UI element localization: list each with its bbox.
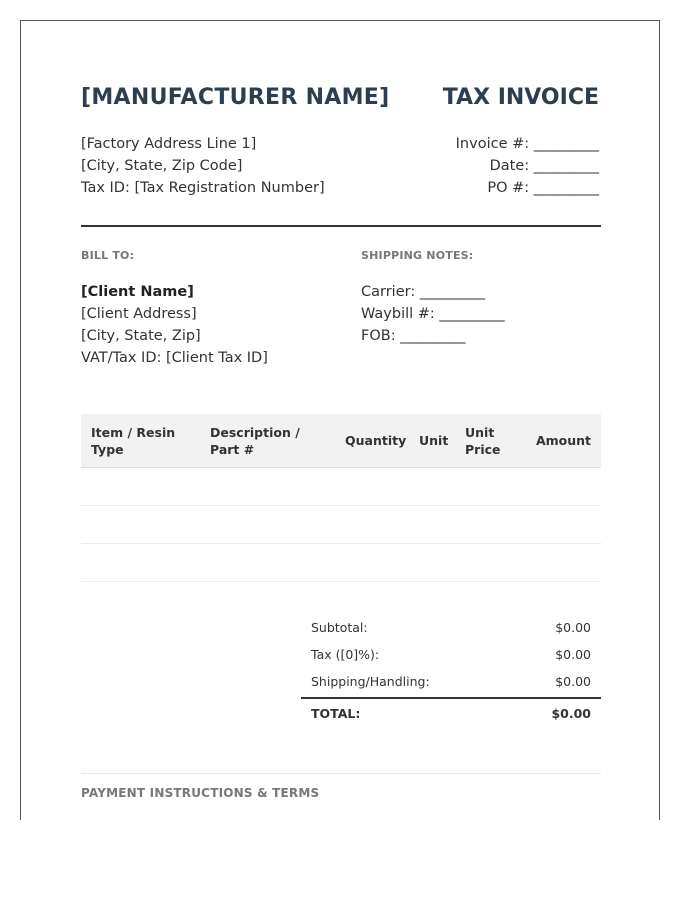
header-divider (81, 225, 601, 227)
column-header-description: Description / Part # (210, 424, 300, 457)
address-line-1: [Factory Address Line 1] (81, 136, 257, 152)
meta-value: _________ (533, 136, 599, 152)
payment-divider (81, 773, 601, 774)
client-city: [City, State, Zip] (81, 328, 201, 344)
shipping-value: $0.00 (555, 674, 591, 689)
meta-label: Date: (489, 158, 530, 174)
client-name: [Client Name] (81, 284, 194, 300)
bill-to-heading: BILL TO: (81, 249, 135, 262)
meta-po-number (456, 177, 599, 199)
tax-label: Tax ([0]%): (311, 647, 380, 662)
invoice-meta (456, 133, 599, 199)
waybill-field: Waybill #: _________ (361, 306, 505, 322)
subtotal-label: Subtotal: (311, 620, 368, 635)
table-row (81, 544, 601, 582)
document-title: TAX INVOICE (442, 85, 599, 110)
meta-label: Invoice #: (455, 136, 530, 152)
column-header-quantity: Quantity (345, 433, 407, 448)
meta-invoice-number (456, 133, 599, 155)
subtotal-row (301, 614, 601, 641)
totals-block (301, 614, 601, 727)
bill-to-block (81, 281, 268, 369)
address-line-3: Tax ID: [Tax Registration Number] (81, 180, 325, 196)
column-header-item: Item / Resin Type (91, 424, 176, 457)
client-address: [Client Address] (81, 306, 197, 322)
line-items-table (81, 414, 601, 582)
total-value: $0.00 (551, 705, 591, 721)
column-header-unit-price: Unit Price (465, 424, 501, 457)
carrier-field: Carrier: _________ (361, 284, 486, 300)
total-row (301, 697, 601, 727)
company-name: [MANUFACTURER NAME] (81, 85, 390, 110)
payment-terms-heading: PAYMENT INSTRUCTIONS & TERMS (81, 786, 320, 800)
shipping-row (301, 668, 601, 695)
tax-value: $0.00 (555, 647, 591, 662)
meta-date (456, 155, 599, 177)
company-address (81, 133, 325, 199)
invoice-page (20, 20, 660, 820)
table-row (81, 468, 601, 506)
subtotal-value: $0.00 (555, 620, 591, 635)
fob-field: FOB: _________ (361, 328, 466, 344)
table-header (81, 414, 601, 468)
client-tax-id: VAT/Tax ID: [Client Tax ID] (81, 350, 268, 366)
table-row (81, 506, 601, 544)
meta-label: PO #: (487, 180, 530, 196)
meta-value: _________ (533, 180, 599, 196)
total-label: TOTAL: (311, 705, 361, 721)
shipping-block (361, 281, 505, 347)
shipping-notes-heading: SHIPPING NOTES: (361, 249, 474, 262)
column-header-unit: Unit (419, 433, 449, 448)
shipping-label: Shipping/Handling: (311, 674, 430, 689)
address-line-2: [City, State, Zip Code] (81, 158, 243, 174)
meta-value: _________ (533, 158, 599, 174)
tax-row (301, 641, 601, 668)
column-header-amount: Amount (535, 433, 591, 448)
